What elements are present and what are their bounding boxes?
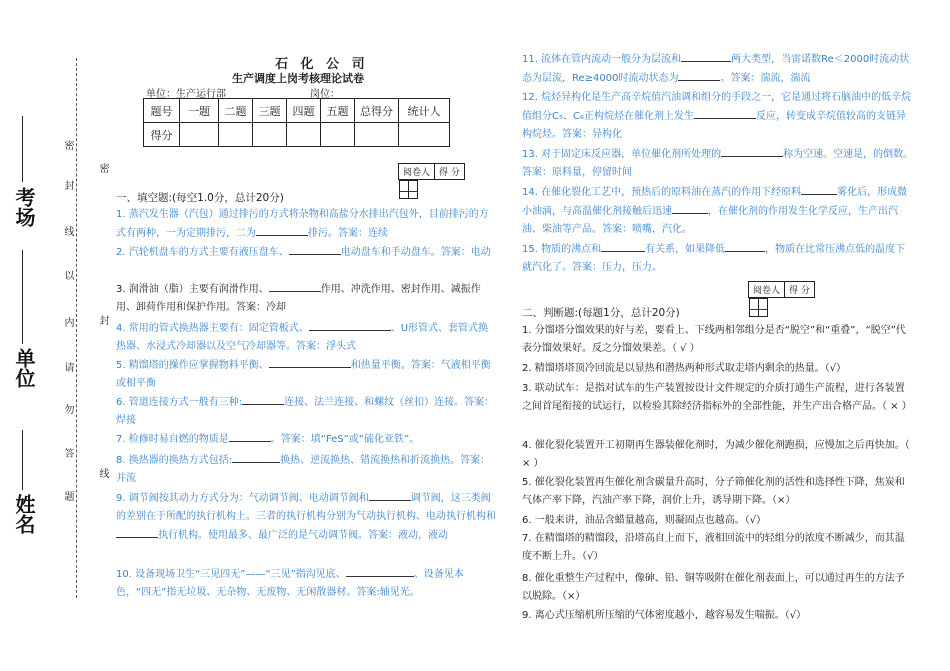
reviewer-cell[interactable] [749,299,758,317]
score-cell[interactable] [253,123,287,147]
seal-char: 答 [62,448,73,458]
answer-blank[interactable] [801,183,837,195]
answer-blank[interactable] [678,69,720,81]
question-text: 连接、法兰连接、和螺纹（丝扣）连接。答案：焊接 [116,397,495,426]
score-cell[interactable] [758,299,767,317]
question-text: 调节阀，这三类阀的差别在于所配的执行机构上。三者的执行机构分别为气动执行机构、电动执行机构和 [116,493,496,522]
fill-question-11 [522,50,914,88]
score-header: 得 分 [435,164,465,180]
score-header-cell: 五题 [321,99,355,123]
seal-char: 勿 [62,404,73,414]
question-text: 14. 在催化裂化工艺中，预热后的原料油在蒸汽的作用下经原料 [522,187,802,198]
fill-question-12 [522,89,914,144]
exam-title: 生产调度上岗考核理论试卷 [232,72,364,85]
question-text: 反应，转变成辛烷值较高的支链异构烷烃。答案：异构化 [522,111,906,140]
score-cell[interactable] [408,181,417,199]
seal-char: 内 [62,317,73,327]
fill-question-3 [116,280,496,317]
question-text: 1. 蒸汽发生器（汽包）通过排污的方式将杂物和高盐分水排出汽包外，目前排污的方式有两种，一为定期排污，二为 [116,209,489,239]
fill-question-13 [522,145,914,182]
fill-question-9 [116,489,496,545]
question-text: 9. 调节阀按其动力方式分为：气动调节阀、电动调节阀和 [116,493,369,504]
fill-question-7 [116,430,496,449]
question-text: 7. 检修时易自燃的物质是 [116,434,229,445]
score-header-cell: 三题 [253,99,287,123]
question-text: 2. 汽轮机盘车的方式主要有液压盘车、 [116,247,289,258]
answer-blank[interactable] [256,224,308,236]
grader-box-section2 [748,281,815,313]
score-header: 得 分 [785,282,815,298]
section1-title: 一、填空题:(每空1.0分，总计20分) [116,192,284,204]
unit-label: 单位 [12,348,36,388]
fill-question-2 [116,243,496,262]
question-text: 、U形管式、套管式换热器、水浸式冷却器以及空气冷却器等。答案：浮头式 [116,323,489,352]
question-text: 3. 润滑油（脂）主要有润滑作用、 [116,284,269,295]
reviewer-header: 阅卷人 [749,282,785,298]
fill-question-1 [116,206,496,243]
answer-blank[interactable] [229,430,271,442]
fill-question-6 [116,393,496,430]
answer-blank[interactable] [116,526,158,538]
seal-char: 以 [62,270,73,280]
seal-inner-char: 密 [97,163,108,173]
question-text: ，物质在比常压沸点低的温度下就汽化了。答案：压力，压力。 [522,244,906,273]
score-header-cell: 四题 [287,99,321,123]
score-header-cell: 统计人 [399,99,450,123]
score-value-row [144,123,450,147]
score-row-label: 得分 [144,123,180,147]
answer-blank[interactable] [269,356,351,368]
answer-blank[interactable] [309,319,391,331]
answer-blank[interactable] [242,393,284,405]
seal-char: 封 [62,180,73,190]
answer-blank[interactable] [721,145,783,157]
question-text: 13. 对于固定床反应器，单位催化剂所处理的 [522,149,722,160]
question-text: 称为空速。空速是，的倒数。 答案：原料量，停留时间 [522,149,914,178]
fill-question-4 [116,319,496,356]
question-text: 执行机构。使用最多、最广泛的是气动调节阀。答案：液动，液动 [158,530,448,541]
answer-blank[interactable] [725,240,765,252]
name-fill-line [22,430,23,490]
fill-question-5 [116,356,496,393]
seal-char: 题 [62,491,73,501]
score-cell[interactable] [355,123,399,147]
question-text: 6. 管道连接方式一般有三种: [116,397,243,408]
question-text: 两大类型，当雷诺数Re＜2000时流动状态为层流，Re≥4000时流动状态为 [522,54,910,84]
question-text: 换热、逆流换热、错流换热和折流换热。答案：并流 [116,455,491,484]
grader-box-section1 [398,163,465,195]
seal-inner-char: 封 [97,315,108,325]
answer-blank[interactable] [232,451,280,463]
seal-char: 密 [62,140,73,150]
answer-blank[interactable] [369,489,411,501]
seal-char: 线 [62,226,73,236]
question-text: 8. 换热器的换热方式包括: [116,455,233,466]
seal-char: 请 [62,362,73,372]
question-text: 雾化后，形成微小油滴，与高温催化剂接触后迅速 [522,187,908,217]
score-header-cell: 一题 [180,99,219,123]
score-header-cell: 二题 [219,99,253,123]
question-text: 。答案：填“FeS”或“硫化亚铁”。 [270,434,420,445]
fill-question-10 [116,565,496,602]
score-header-cell: 题号 [144,99,180,123]
answer-blank[interactable] [601,240,645,252]
question-text: 4. 常用的管式换热器主要有：固定管板式、 [116,323,309,334]
score-header-row [144,99,450,123]
judge-question-5: 5. 催化裂化装置再生催化剂含碳量升高时，分子筛催化剂的活性和选择性下降，焦炭和气体产率下降，汽油产率下降，润价上升，诱导期下降。（×） [522,477,905,506]
question-text: 排污。答案：连续 [308,228,388,239]
judge-question-1: 1. 分馏塔分馏效果的好与差，要看上、下线两相邻组分是否“脱空”和“重叠”，“脱空”代表分馏效果好。反之分馏效果差。（ √ ） [522,325,906,354]
question-text: 10. 设备现场卫生“三见四无”——“三见”指沟见底、 [116,569,346,580]
binding-dashed-line [76,58,77,598]
question-text: ，在催化剂的作用发生化学反应，生产出汽油、柴油等产品。答案：喷嘴，汽化。 [522,206,898,235]
judge-question-4: 4. 催化裂化装置开工初期再生器装催化剂时，为减少催化剂跑损，应慢加之后再快加。（ × ） [522,440,910,469]
judge-question-3: 3. 联动试车：是指对试车的生产装置按设计文件规定的介质打通生产流程，进行各装置之间首尾衔接的试运行，以检验其除经济指标外的全部性能，并生产出合格产品。（ × ） [522,383,912,412]
question-text: 12. 烷烃异构化是生产高辛烷值汽油调和组分的手段之一，它是通过将石脑油中的低辛烷值组分C₅、C₆正构烷烃在催化剂上发生 [522,92,912,122]
question-text: 作用、冲洗作用、密封作用、减振作用、卸荷作用和保护作用。答案：冷却 [116,284,481,313]
question-text: 15. 物质的沸点和 [522,244,602,255]
unit-fill-line [22,250,23,344]
judge-question-6: 6. 一般来讲，油品含蜡量越高，则凝固点也越高。（√） [522,515,767,526]
score-cell[interactable] [399,123,450,147]
question-text: 。答案：湍流，湍流 [720,73,811,84]
answer-blank[interactable] [289,243,341,255]
score-cell[interactable] [180,123,219,147]
judge-question-8: 8. 催化重整生产过程中，像砷、铅、铜等吸附在催化剂表面上，可以通过再生的方法予以脱除。（×） [522,573,905,602]
judge-question-7: 7. 在精馏塔的精馏段，沿塔高自上而下，液相回流中的轻组分的浓度不断减少，而其温度不断上升。（√） [522,533,905,562]
answer-blank[interactable] [672,202,708,214]
answer-blank[interactable] [694,107,756,119]
question-text: 5. 精馏塔的操作应掌握物料平衡、 [116,360,269,371]
score-table [143,98,450,147]
fill-question-15 [522,240,914,277]
question-text: 电动盘车和手动盘车。答案：电动 [340,247,491,258]
question-text: 、设备见本色，“四无”指无垃圾、无杂物、无废物、无闲散器材。答案:轴见光。 [116,569,464,598]
reviewer-header: 阅卷人 [399,164,435,180]
answer-blank[interactable] [269,280,321,292]
room-label: 考场 [12,187,36,227]
question-text: 和热量平衡。答案：气液相平衡或相平衡 [116,360,491,389]
score-header-cell: 总得分 [355,99,399,123]
question-text: 有关系，如果降低 [645,244,726,255]
answer-blank[interactable] [346,565,414,577]
judge-question-2: 2. 精馏塔塔顶冷回流是以显热和潜热两种形式取走塔内剩余的热量。（√） [522,363,847,374]
question-text: 11. 流体在管内流动一般分为层流和 [522,54,682,65]
fill-question-8 [116,451,496,488]
company-title: 石 化 公 司 [275,57,369,72]
judge-question-9: 9. 离心式压缩机所压缩的气体密度越小，越容易发生喘振。（√） [522,610,807,621]
post-field: 岗位： [310,89,340,100]
score-cell[interactable] [219,123,253,147]
seal-inner-char: 线 [97,468,108,478]
reviewer-cell[interactable] [399,181,408,199]
score-cell[interactable] [287,123,321,147]
room-fill-line [22,116,23,182]
name-label: 姓名 [12,494,36,534]
score-cell[interactable] [321,123,355,147]
fill-question-14 [522,183,914,239]
unit-field: 单位：生产运行部 [146,89,226,100]
answer-blank[interactable] [681,50,731,62]
section2-title: 二、判断题:(每题1分，总计20分) [522,307,680,319]
